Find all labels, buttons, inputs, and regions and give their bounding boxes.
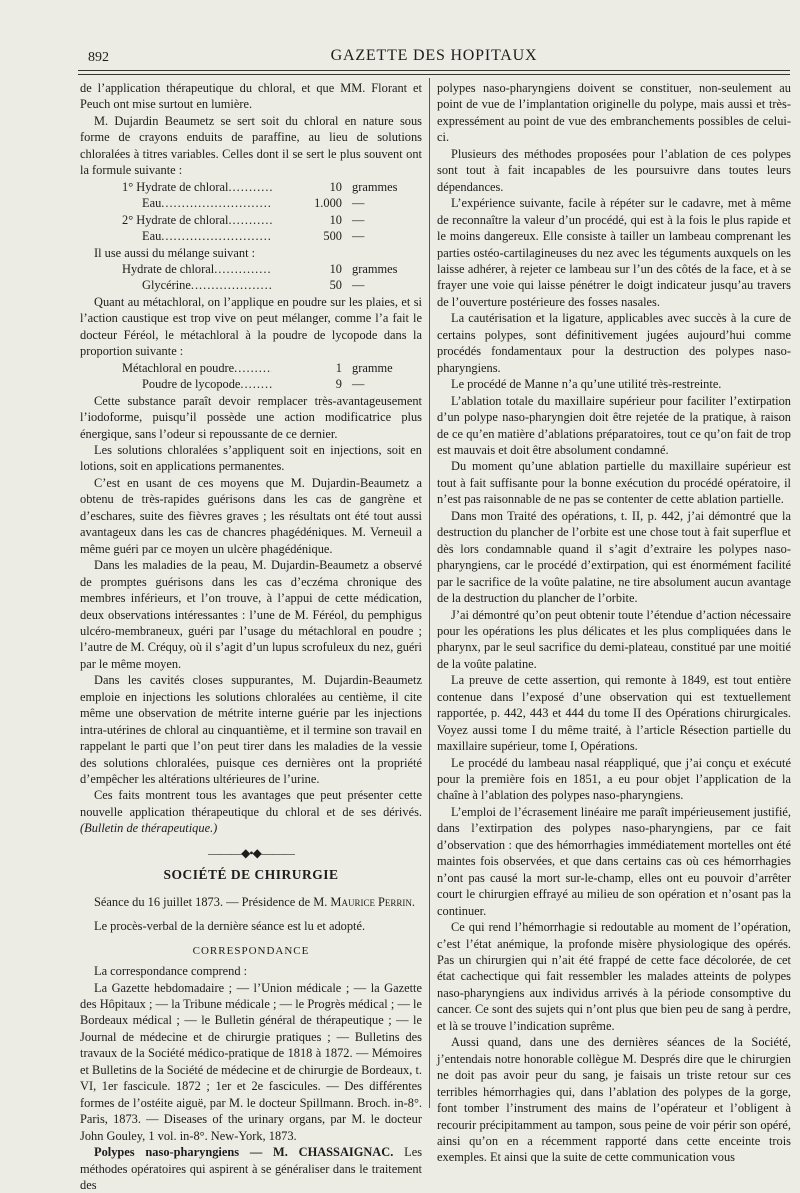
paragraph xyxy=(80,787,422,836)
section-title: SOCIÉTÉ DE CHIRURGIE xyxy=(163,867,339,883)
formula-row: Métachloral en poudre ..... 1 gramme xyxy=(80,360,422,376)
formula-3 xyxy=(80,360,422,393)
paragraph: L’ablation totale du maxillaire supérieur pour faciliter l’extirpation d’un polype naso-pharyngien doit être rejetée de la pratique, à raison de ce qu’en matière d’ablations préparatoires, tout ce qu’on fait de trop est mauvais et doit être absolument condamné. xyxy=(437,393,791,457)
paragraph: Il use aussi du mélange suivant : xyxy=(94,245,256,260)
president-name: Maurice Perrin. xyxy=(330,894,416,909)
formula-row: Poudre de lycopode ..... 9 — xyxy=(80,376,422,392)
formula-row: Glycérine ..... 50 — xyxy=(80,277,422,293)
paragraph: La correspondance comprend : xyxy=(94,964,248,979)
formula-row: Eau ..... 1.000 — xyxy=(80,195,422,211)
paragraph: L’expérience suivante, facile à répéter sur le cadavre, met à même de reconnaître la valeur d’un procédé, qui est à la fois le plus rapide et le moins dangereux. Elle consiste à tailler un lambeau comprenant les parties ostéo-cartilagineuses du nez avec les téguments auxquels on les laisse adhérer, à rejeter ce lambeau sur l’un des côtés de la face, et à se frayer une voie qui laisse pénétrer le doigt indicateur jusqu’au travers de l’ouverture postérieure des fosses nasales. xyxy=(437,196,791,309)
paragraph: Ce qui rend l’hémorrhagie si redoutable au moment de l’opération, c’est l’état anémique, la profonde misère physiologique des opérés. Pas un chirurgien qui n’ait été frappé de cette face décolorée, de cet état cachectique qui fait ressembler les malades atteints de polypes naso-pharyngiens aux individus arrivés à la période consomptive du cancer. Ce sont des sujets qui n’ont plus que bien peu de sang à perdre, et là se trouve l’indication suprême. xyxy=(437,920,791,1033)
header-rule-thin xyxy=(78,74,790,75)
paragraph: Le procédé de Manne n’a qu’une utilité très-restreinte. xyxy=(451,377,722,392)
right-column xyxy=(437,80,791,1166)
paragraph: La Gazette hebdomadaire ; — l’Union médicale ; — la Gazette des Hôpitaux ; — la Tribune médicale ; — le Progrès médical ; — le Bordeaux médical ; — le Bulletin général de thérapeutique ; — le Journal de médecine et de chirurgie pratiques ; — Bulletins des travaux de la Société médico-pratique de 1818 à 1872. — Mémoires et Bulletins de la Société de médecine et de chirurgie de Bordeaux, t. VI, 1er fascicule. 1872 ; 1er et 2e fascicules. — Des différentes formes de l’ostéite aiguë, par M. le docteur Spillmann. Broch. in-8°. Paris, 1873. — Diseases of the urinary organs, par M. le docteur John Gouley, 1 vol. in-8°. New-York, 1873. xyxy=(80,980,422,1143)
subsection-title: CORRESPONDANCE xyxy=(192,944,310,957)
formula-row: Eau ..... 500 — xyxy=(80,228,422,244)
paragraph: C’est en usant de ces moyens que M. Dujardin-Beaumetz a obtenu de très-rapides guérisons dans les cas de gangrène et d’eschares, suite des fièvres graves ; les résultats ont été tout aussi avantageux dans les cas de chancres phagédéniques. M. Verneuil a même guéri par ce moyen un ulcère phagédénique. xyxy=(80,475,422,556)
source-citation: (Bulletin de thérapeutique.) xyxy=(80,821,218,836)
paragraph: Polypes naso-pharyngiens — M. CHASSAIGNAC. Les méthodes opératoires qui aspirent à se généraliser dans le traitement des xyxy=(80,1145,423,1192)
paragraph: La cautérisation et la ligature, applicables avec succès à la cure de certains polypes, sont définitivement jugées aujourd’hui comme procédés fondamentaux pour la destruction des polypes naso-pharyngiens. xyxy=(437,311,791,375)
paragraph: L’emploi de l’écrasement linéaire me paraît impérieusement justifié, dans l’extirpation des polypes naso-pharyngiens, par ce fait d’observation : que des hémorrhagies immédiatement mortelles ont été maintes fois observées, et que dans certains cas où ces hémorrhagies n’ont pas causé la mort sur-le-champ, elles ont eu pouvoir d’arrêter court le chirurgien effrayé au milieu de son opération et n’osant pas la continuer. xyxy=(437,804,791,918)
paragraph: Plusieurs des méthodes proposées pour l’ablation de ces polypes sont tout à fait incapables de les poursuivre dans toutes leurs dépendances. xyxy=(437,146,791,194)
formula-2 xyxy=(80,261,422,294)
paragraph: M. Dujardin Beaumetz se sert soit du chloral en nature sous forme de crayons enduits de paraffine, au lieu de solutions chloralées à titres variables. Celles dont il se sert le plus souvent ont la formule suivante : xyxy=(80,113,422,178)
paragraph: de l’application thérapeutique du chloral, et que MM. Florant et Peuch ont mise surtout en lumière. xyxy=(80,81,422,112)
page-number: 892 xyxy=(88,50,109,65)
paragraph: La preuve de cette assertion, qui remonte à 1849, est tout entière contenue dans l’exposé d’une observation qui est textuellement rapportée, p. 442, 443 et 444 du tome II des Opérations chirurgicales. Voyez aussi tome I du même traité, à l’article Résection partielle du maxillaire supérieur, tome I, Opérations. xyxy=(437,673,791,754)
paragraph: Du moment qu’une ablation partielle du maxillaire supérieur est tout à fait suffisante pour la bonne exécution du procédé opératoire, il n’est pas raisonnable de ne pas se contenter de cette ablation partielle. xyxy=(437,459,791,507)
formula-1 xyxy=(80,179,422,245)
formula-row: 2° Hydrate de chloral ..... 10 — xyxy=(80,212,422,228)
session-line: Séance du 16 juillet 1873. — Présidence de M. Maurice Perrin. xyxy=(94,894,416,909)
paragraph: Cette substance paraît devoir remplacer très-avantageusement l’iodoforme, puisqu’il possède une action modificatrice plus énergique, sans l’odeur si repoussante de ce dernier. xyxy=(80,393,422,441)
paragraph: Dans les maladies de la peau, M. Dujardin-Beaumetz a observé de promptes guérisons dans les cas d’eczéma chronique des membres inférieurs, et l’on trouve, à l’appui de cette médication, deux observations intéressantes : l’une de M. Féréol, du pemphigus ulcéro-membraneux, guéri par l’usage du métachloral en poudre ; l’autre de M. Créquy, où il s’agit d’un lupus scrofuleux du nez, guéri par le même moyen. xyxy=(80,558,422,671)
paragraph-text: Ces faits montrent tous les avantages que peut présenter cette nouvelle application thérapeutique du chloral et de ses dérivés. xyxy=(80,788,422,819)
paragraph: J’ai démontré qu’on peut obtenir toute l’étendue d’action nécessaire pour les opérations les plus délicates et les plus compliquées dans le pharynx, par le seul sacrifice du demi-plateau, constitué par une moitié de la voûte palatine. xyxy=(437,607,791,671)
paragraph: polypes naso-pharyngiens doivent se constituer, non-seulement au point de vue de l’implantation originelle du polype, mais aussi et très-expressément au point de vue des embranchements possibles de celui-ci. xyxy=(437,81,791,145)
paragraph: Le procédé du lambeau nasal réappliqué, que j’ai conçu et exécuté pour la première fois en 1851, a eu pour objet l’application de la chaîne à l’ablation des polypes naso-pharyngiens. xyxy=(437,755,791,803)
ornament-separator: ———◆•◆——— xyxy=(208,845,294,860)
paragraph: Dans les cavités closes suppurantes, M. Dujardin-Beaumetz emploie en injections les solutions chloralées au centième, il cite même une observation de métrite interne guérie par les injections intra-utérines de chloral au cinquantième, et il termine son travail en rappelant le parti que l’on peut tirer dans les maladies de la vessie des solutions chloralées, puisque ces dernières ont la propriété d’empêcher les altérations ultérieures de l’urine. xyxy=(80,673,422,787)
article-title: Polypes naso-pharyngiens — M. CHASSAIGNAC. xyxy=(94,1145,394,1160)
formula-row: 1° Hydrate de chloral ..... 10 grammes xyxy=(80,179,422,195)
formula-row: Hydrate de chloral ..... 10 grammes xyxy=(80,261,422,277)
paragraph: Aussi quand, dans une des dernières séances de la Société, j’entendais notre honorable collègue M. Després dire que le chirurgien ne doit pas avoir peur du sang, je faisais un triste retour sur ces terribles hémorrhagies qui, dans l’ablation des polypes de la gorge, font tomber l’instrument des mains de l’opérateur et l’obligent à recourir précipitamment au tampon, sous peine de voir périr son opéré, ainsi qu’on en a récemment rapporté dans cette enceinte trois exemples. Et ainsi que la suite de cette communication vous xyxy=(437,1035,791,1165)
paragraph: Le procès-verbal de la dernière séance est lu et adopté. xyxy=(94,919,366,934)
running-title: GAZETTE DES HOPITAUX xyxy=(330,47,538,64)
paragraph: Quant au métachloral, on l’applique en poudre sur les plaies, et si l’action caustique est trop vive on peut mélanger, comme l’a fait le docteur Féréol, le métachloral à la poudre de lycopode dans la proportion suivante : xyxy=(80,294,422,359)
header-rule xyxy=(78,70,790,71)
column-divider xyxy=(429,78,430,1108)
left-column xyxy=(80,80,422,1193)
paragraph: Dans mon Traité des opérations, t. II, p. 442, j’ai démontré que la destruction du plancher de l’orbite est une chose tout à fait superflue et dès lors condamnable quand il s’agit d’extraire les polypes naso-pharyngiens, car le procédé d’extirpation, qui est énormément facilité par le sacrifice de la voûte palatine, ne tire absolument aucun avantage de la destruction du plancher de l’orbite. xyxy=(437,508,791,606)
paragraph: Les solutions chloralées s’appliquent soit en injections, soit en lotions, soit en applications permanentes. xyxy=(80,442,422,474)
